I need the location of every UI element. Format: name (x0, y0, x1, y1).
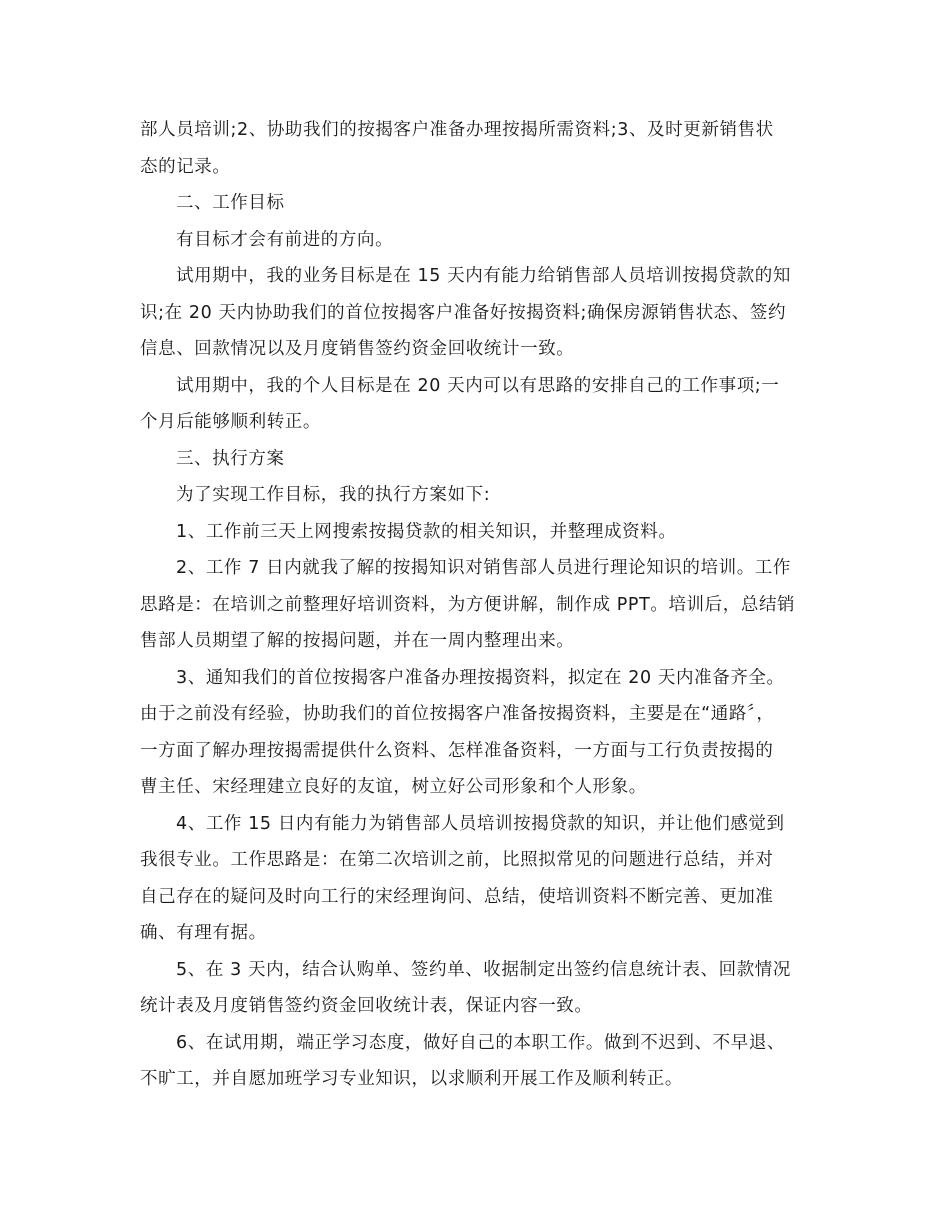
text-line: 信息、回款情况以及月度销售签约资金回收统计一致。 (140, 339, 575, 359)
text-line: 思路是：在培训之前整理好培训资料，为方便讲解，制作成 PPT。培训后，总结销 (140, 594, 796, 615)
text-line: 态的记录。 (140, 156, 231, 177)
text-line: 我很专业。工作思路是：在第二次培训之前，比照拟常见的问题进行总结，并对 (140, 850, 774, 870)
list-item: 2、工作 7 日内就我了解的按揭知识对销售部人员进行理论知识的培训。工作 (176, 558, 791, 578)
list-item: 4、工作 15 日内有能力为销售部人员培训按揭贷款的知识，并让他们感觉到 (176, 813, 785, 834)
list-item: 1、工作前三天上网搜索按揭贷款的相关知识，并整理成资料。 (176, 521, 677, 542)
section-heading: 三、执行方案 (176, 448, 285, 469)
text-line: 一方面了解办理按揭需提供什么资料、怎样准备资料，一方面与工行负责按揭的 (140, 740, 774, 761)
list-item: 3、通知我们的首位按揭客户准备办理按揭资料，拟定在 20 天内准备齐全。 (176, 667, 785, 688)
text-line: 个月后能够顺利转正。 (140, 412, 321, 432)
text-line: 识;在 20 天内协助我们的首位按揭客户准备好按揭资料;确保房源销售状态、签约 (140, 302, 787, 323)
text-line: 部人员培训;2、协助我们的按揭客户准备办理按揭所需资料;3、及时更新销售状 (140, 120, 774, 140)
list-item: 5、在 3 天内，结合认购单、签约单、收据制定出签约信息统计表、回款情况 (176, 959, 791, 980)
text-line: 有目标才会有前进的方向。 (176, 229, 394, 250)
text-line: 自己存在的疑问及时向工行的宋经理询问、总结，使培训资料不断完善、更加准 (140, 886, 774, 907)
text-line: 不旷工，并自愿加班学习专业知识，以求顺利开展工作及顺利转正。 (140, 1069, 683, 1089)
list-item: 6、在试用期，端正学习态度，做好自己的本职工作。做到不迟到、不早退、 (176, 1032, 786, 1053)
text-line: 试用期中，我的业务目标是在 15 天内有能力给销售部人员培训按揭贷款的知 (176, 266, 791, 286)
section-heading: 二、工作目标 (176, 193, 285, 213)
text-line: 曹主任、宋经理建立良好的友谊，树立好公司形象和个人形象。 (140, 777, 647, 797)
text-line: 试用期中，我的个人目标是在 20 天内可以有思路的安排自己的工作事项;一 (176, 375, 780, 396)
text-line: 为了实现工作目标，我的执行方案如下: (176, 485, 491, 505)
text-line: 统计表及月度销售签约资金回收统计表，保证内容一致。 (140, 996, 593, 1016)
text-line: 由于之前没有经验，协助我们的首位按揭客户准备按揭资料，主要是在“通路〞， (140, 704, 775, 724)
document-body (140, 112, 812, 1098)
text-line: 售部人员期望了解的按揭问题，并在一周内整理出来。 (140, 631, 575, 651)
text-line: 确、有理有据。 (140, 923, 267, 943)
